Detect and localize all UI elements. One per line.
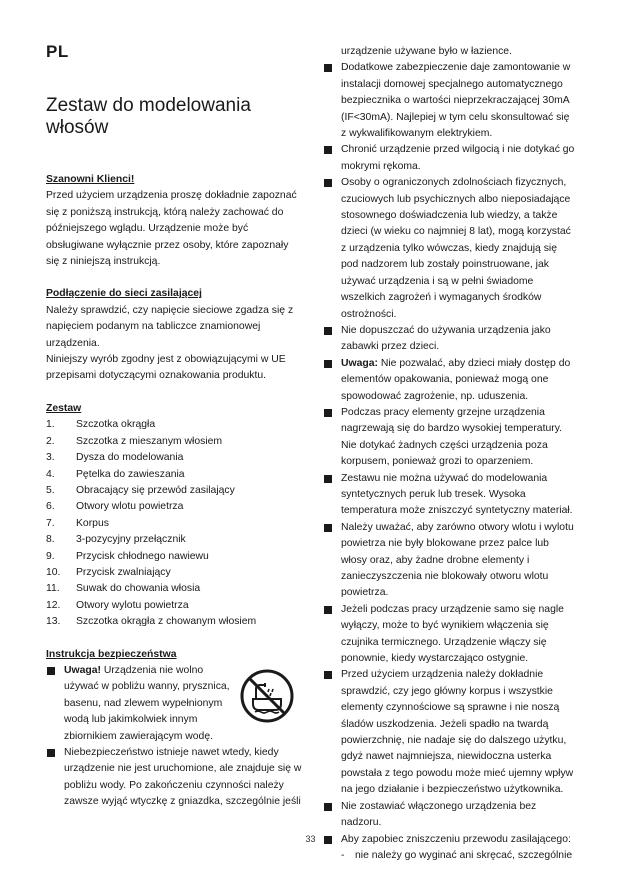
set-list [46, 417, 304, 630]
item-number: 10. [46, 566, 61, 578]
safety-item [323, 799, 577, 832]
set-heading: Zestaw [46, 402, 82, 414]
no-water-bath-icon [239, 668, 295, 724]
safety-item-danger [46, 745, 304, 811]
list-item [46, 417, 304, 433]
item-number: 2. [46, 435, 55, 447]
safety-list-right [323, 44, 577, 848]
safety-item [323, 60, 577, 142]
item-label: Otwory wlotu powietrza [76, 501, 184, 513]
list-item [46, 499, 304, 515]
safety-text: Zestawu nie można używać do modelowania syntetycznych peruk lub tresek. Wysoka temperatura może zniszczyć syntetyczny materiał. [341, 472, 573, 517]
safety-item [323, 323, 577, 356]
dash-text: nie należy go wyginać ani skręcać, szczególnie [355, 849, 573, 861]
list-item [46, 598, 304, 614]
item-number: 9. [46, 550, 55, 562]
item-label: Suwak do chowania włosia [76, 583, 201, 595]
safety-item [323, 356, 577, 405]
item-label: Przycisk chłodnego nawiewu [76, 550, 209, 562]
item-number: 1. [46, 419, 55, 431]
item-number: 13. [46, 616, 61, 628]
safety-text: Urządzenia nie wolno używać w pobliżu wanny, prysznica, basenu, nad zlewem wypełnionym wodą lub jakimkolwiek innym zbiornikiem zawierającym wodę. [64, 664, 230, 742]
safety-heading: Instrukcja bezpieczeństwa [46, 648, 177, 660]
list-item [46, 614, 304, 630]
item-label: 3-pozycyjny przełącznik [76, 534, 186, 546]
item-label: Obracający się przewód zasilający [76, 484, 235, 496]
safety-item-danger-cont [323, 44, 577, 60]
power-text-1: Należy sprawdzić, czy napięcie sieciowe zgadza się z napięciem podanym na tabliczce znamionowej urządzenia. [46, 304, 294, 349]
list-item [46, 581, 304, 597]
item-label: Dysza do modelowania [76, 452, 184, 464]
intro-text: Przed użyciem urządzenia proszę dokładnie zapoznać się z poniższą instrukcją, którą należy zachować do późniejszego wglądu. Urządzenie może być obsługiwane wyłącznie przez osoby, które zapoznały się z niniejszą instrukcją. [46, 190, 297, 268]
safety-item [323, 175, 577, 323]
safety-text: Dodatkowe zabezpieczenie daje zamontowanie w instalacji domowej specjalnego automatycznego bezpiecznika o wartości nieprzekraczającej 30mA (IF<30mA). Najlepiej w tym celu skonsultować się z wykwalifikowanym elektrykiem. [341, 62, 571, 140]
safety-text: Aby zapobiec zniszczeniu przewodu zasilającego: [341, 833, 571, 845]
safety-text: Osoby o ograniczonych zdolnościach fizycznych, czuciowych lub psychicznych albo nieposiadające stosownego doświadczenia lub wiedzy, a także dzieci (w wieku co najmniej 8 lat), mogą korzystać z urządzenia tylko wówczas, kiedy znajdują się pod nadzorem lub zostały poinstruowane, jak używać urządzenia i są w pełni świadome wszelkich zagrożeń i wymaganych środków ostrożności. [341, 177, 571, 320]
safety-item [323, 602, 577, 668]
warning-label: Uwaga: [341, 357, 378, 369]
item-number: 7. [46, 517, 55, 529]
safety-item [323, 520, 577, 602]
safety-item [323, 667, 577, 798]
intro-heading: Szanowni Klienci! [46, 174, 135, 185]
language-code: PL [46, 42, 69, 61]
dash-item [323, 848, 577, 864]
item-label: Szczotka okrągła z chowanym włosiem [76, 616, 257, 628]
list-item [46, 450, 304, 466]
list-item [46, 467, 304, 483]
item-label: Pętelka do zawieszania [76, 468, 185, 480]
power-heading: Podłączenie do sieci zasilającej [46, 288, 202, 300]
safety-text: Chronić urządzenie przed wilgocią i nie dotykać go mokrymi rękoma. [341, 144, 575, 172]
list-item [46, 434, 304, 450]
right-column [323, 44, 577, 864]
safety-text: Należy uważać, aby zarówno otwory wlotu i wylotu powietrza nie były blokowane przez palce lub włosy oraz, aby żadne drobne elementy i zanieczyszczenia nie blokowały otworu wlotu powietrza. [341, 521, 574, 599]
item-label: Otwory wylotu powietrza [76, 599, 189, 611]
item-number: 6. [46, 501, 55, 513]
safety-item [323, 405, 577, 471]
item-label: Szczotka z mieszanym włosiem [76, 435, 223, 447]
item-label: Szczotka okrągła [76, 419, 156, 431]
safety-text: urządzenie używane było w łazience. [341, 46, 512, 57]
safety-text: Przed użyciem urządzenia należy dokładnie sprawdzić, czy jego główny korpus i wszystkie elementy czynnościowe są sprawne i nie noszą śladów uszkodzenia. Jeżeli spadło na twardą powierzchnię, nie nadaje się do dalszego użytku, gdyż nawet najmniejsza, niewidoczna usterka powstała z tego powodu może mieć ujemny wpływ na jego działanie i bezpieczeństwo użytkownika. [341, 669, 574, 796]
document-title: Zestaw do modelowania włosów [46, 94, 251, 138]
item-number: 3. [46, 452, 55, 464]
item-label: Korpus [76, 517, 109, 529]
item-number: 8. [46, 534, 55, 546]
page-number: 33 [305, 834, 316, 844]
item-number: 12. [46, 599, 61, 611]
safety-text: Nie pozwalać, aby dzieci miały dostęp do elementów opakowania, ponieważ mogą one spowodować zagrożenie, np. uduszenia. [341, 357, 571, 402]
power-text-2: Niniejszy wyrób zgodny jest z obowiązującymi w UE przepisami dotyczącymi oznakowania produktu. [46, 354, 286, 382]
safety-text: Podczas pracy elementy grzejne urządzenia nagrzewają się do bardzo wysokiej temperatury. Nie dotykać żadnych części urządzenia poza korpusem, ponieważ grozi to oparzeniem. [341, 406, 563, 468]
safety-item [323, 142, 577, 175]
safety-text: Nie zostawiać włączonego urządzenia bez nadzoru. [341, 800, 537, 829]
list-item [46, 565, 304, 581]
warning-label: Uwaga! [64, 664, 101, 676]
list-item [46, 483, 304, 499]
item-number: 11. [46, 583, 60, 595]
item-number: 4. [46, 468, 55, 480]
dash-mark: - [341, 849, 345, 861]
list-item [46, 516, 304, 532]
list-item [46, 532, 304, 548]
safety-text: Jeżeli podczas pracy urządzenie samo się nagle wyłączy, może to być wynikiem włączenia się czujnika termicznego. Urządzenie włączy się ponownie, kiedy wystarczająco ostygnie. [341, 603, 564, 665]
safety-item [323, 471, 577, 520]
safety-text: Niebezpieczeństwo istnieje nawet wtedy, kiedy urządzenie nie jest uruchomione, ale znajduje się w pobliżu wody. Po zakończeniu czynności należy zawsze wyjąć wtyczkę z gniazdka, szczególnie jeśli [64, 747, 302, 808]
item-number: 5. [46, 484, 55, 496]
safety-text: Nie dopuszczać do używania urządzenia jako zabawki przez dzieci. [341, 324, 551, 353]
item-label: Przycisk zwalniający [76, 566, 171, 578]
list-item [46, 549, 304, 565]
